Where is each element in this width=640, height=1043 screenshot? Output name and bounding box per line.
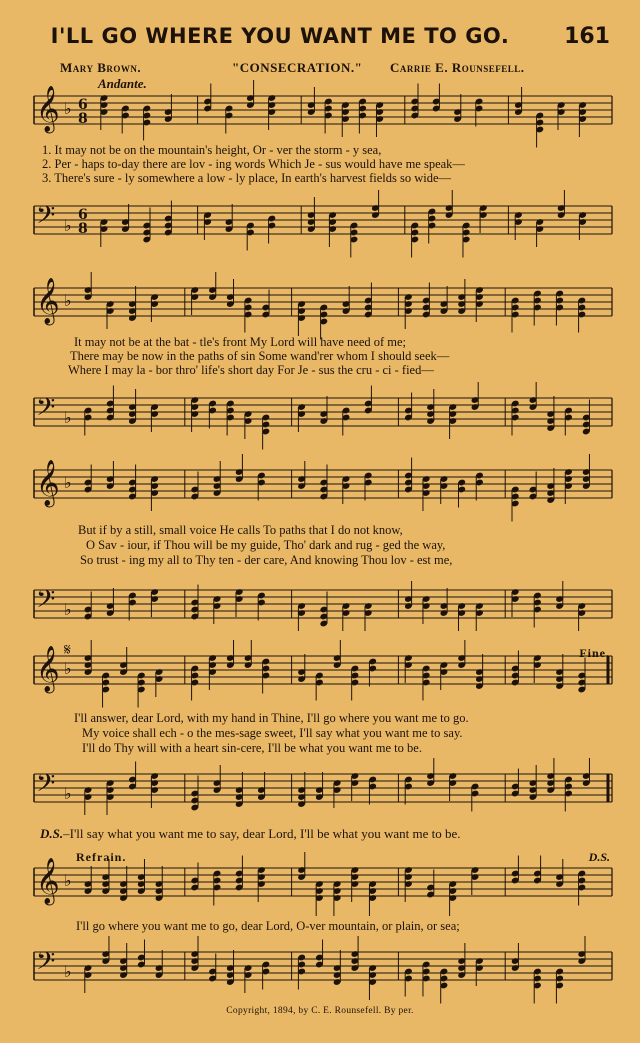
lyric-line: I'll answer, dear Lord, with my hand in Thine, I'll go where you want me to go.: [74, 711, 469, 725]
flat-icon: ♭: [64, 659, 72, 678]
tune-name: "CONSECRATION.": [232, 60, 363, 75]
lyric-line: 3. There's sure - ly somewhere a low - ly place, In earth's harvest fields so wide—: [42, 171, 452, 185]
treble-clef-icon: 𝄞: [36, 646, 60, 692]
lyric-line: So trust - ing my all to Thy ten - der care, And knowing Thou lov - est me,: [80, 553, 453, 567]
fine-marking: Fine.: [579, 646, 610, 660]
treble-clef-icon: 𝄞: [36, 86, 60, 132]
segno-icon: 𝄋: [64, 640, 71, 659]
treble-staff-5: [0, 858, 640, 912]
flat-icon: ♭: [64, 784, 72, 803]
treble-staff-3: [0, 460, 640, 514]
bass-staff-5: [0, 938, 640, 1000]
poet-credit: Mary Brown.: [60, 60, 142, 75]
ds-text: –I'll say what you want me to say, dear Lord, I'll be what you want me to be.: [63, 826, 461, 841]
treble-clef-icon: 𝄞: [36, 278, 60, 324]
bass-staff-3: [0, 576, 640, 638]
treble-staff-2: [0, 278, 640, 332]
svg-text:8: 8: [78, 111, 88, 127]
lyric-line: It may not be at the bat - tle's front My Lord will have need of me;: [74, 335, 407, 349]
treble-clef-icon: 𝄞: [36, 460, 60, 506]
ds-marking: D.S.: [588, 850, 610, 864]
bass-clef-icon: 𝄢: [36, 769, 56, 804]
lyric-line: O Sav - iour, if Thou will be my guide, Tho' dark and rug - ged the way,: [86, 538, 446, 552]
flat-icon: ♭: [64, 962, 72, 981]
treble-clef-icon: 𝄞: [36, 858, 60, 904]
svg-text:8: 8: [78, 221, 88, 237]
bass-staff-4: [0, 760, 640, 822]
lyric-line: Where I may la - bor thro' life's short day For Je - sus the cru - ci - fied—: [68, 363, 434, 377]
tempo-marking: Andante.: [98, 76, 147, 91]
flat-icon: ♭: [64, 408, 72, 427]
flat-icon: ♭: [64, 600, 72, 619]
bass-clef-icon: 𝄢: [36, 393, 56, 428]
svg-text:6: 6: [78, 97, 88, 113]
flat-icon: ♭: [64, 871, 72, 890]
bass-clef-icon: 𝄢: [36, 947, 56, 982]
lyric-line: I'll do Thy will with a heart sin-cere, I'll be what you want me to be.: [82, 741, 422, 755]
flat-icon: ♭: [64, 473, 72, 492]
flat-icon: ♭: [64, 216, 72, 235]
bass-clef-icon: 𝄢: [36, 585, 56, 620]
page-number: 161: [564, 24, 610, 49]
ds-label: D.S.: [40, 826, 64, 841]
composer-credit: Carrie E. Rounsefell.: [390, 60, 525, 75]
ds-instruction: [40, 826, 460, 842]
flat-icon: ♭: [64, 99, 72, 118]
flat-icon: ♭: [64, 291, 72, 310]
bass-staff-2: [0, 384, 640, 446]
lyric-line: I'll go where you want me to go, dear Lord, O-ver mountain, or plain, or sea;: [76, 919, 460, 933]
refrain-heading: Refrain.: [76, 850, 127, 864]
lyric-line: There may be now in the paths of sin Some wand'rer whom I should seek—: [70, 349, 450, 363]
copyright-notice: Copyright, 1894, by C. E. Rounsefell. By per.: [226, 1006, 414, 1016]
svg-text:6: 6: [78, 207, 88, 223]
bass-staff-1: [0, 192, 640, 254]
lyric-line: 2. Per - haps to-day there are lov - ing words Which Je - sus would have me speak—: [42, 157, 465, 171]
bass-clef-icon: 𝄢: [36, 201, 56, 236]
hymn-title: I'LL GO WHERE YOU WANT ME TO GO.: [50, 24, 510, 48]
treble-staff-1: [0, 86, 640, 140]
lyric-line: 1. It may not be on the mountain's height, Or - ver the storm - y sea,: [42, 143, 382, 157]
lyric-line: My voice shall ech - o the mes-sage sweet, I'll say what you want me to say.: [82, 726, 463, 740]
lyric-line: But if by a still, small voice He calls To paths that I do not know,: [78, 523, 403, 537]
treble-staff-4: [0, 640, 640, 700]
